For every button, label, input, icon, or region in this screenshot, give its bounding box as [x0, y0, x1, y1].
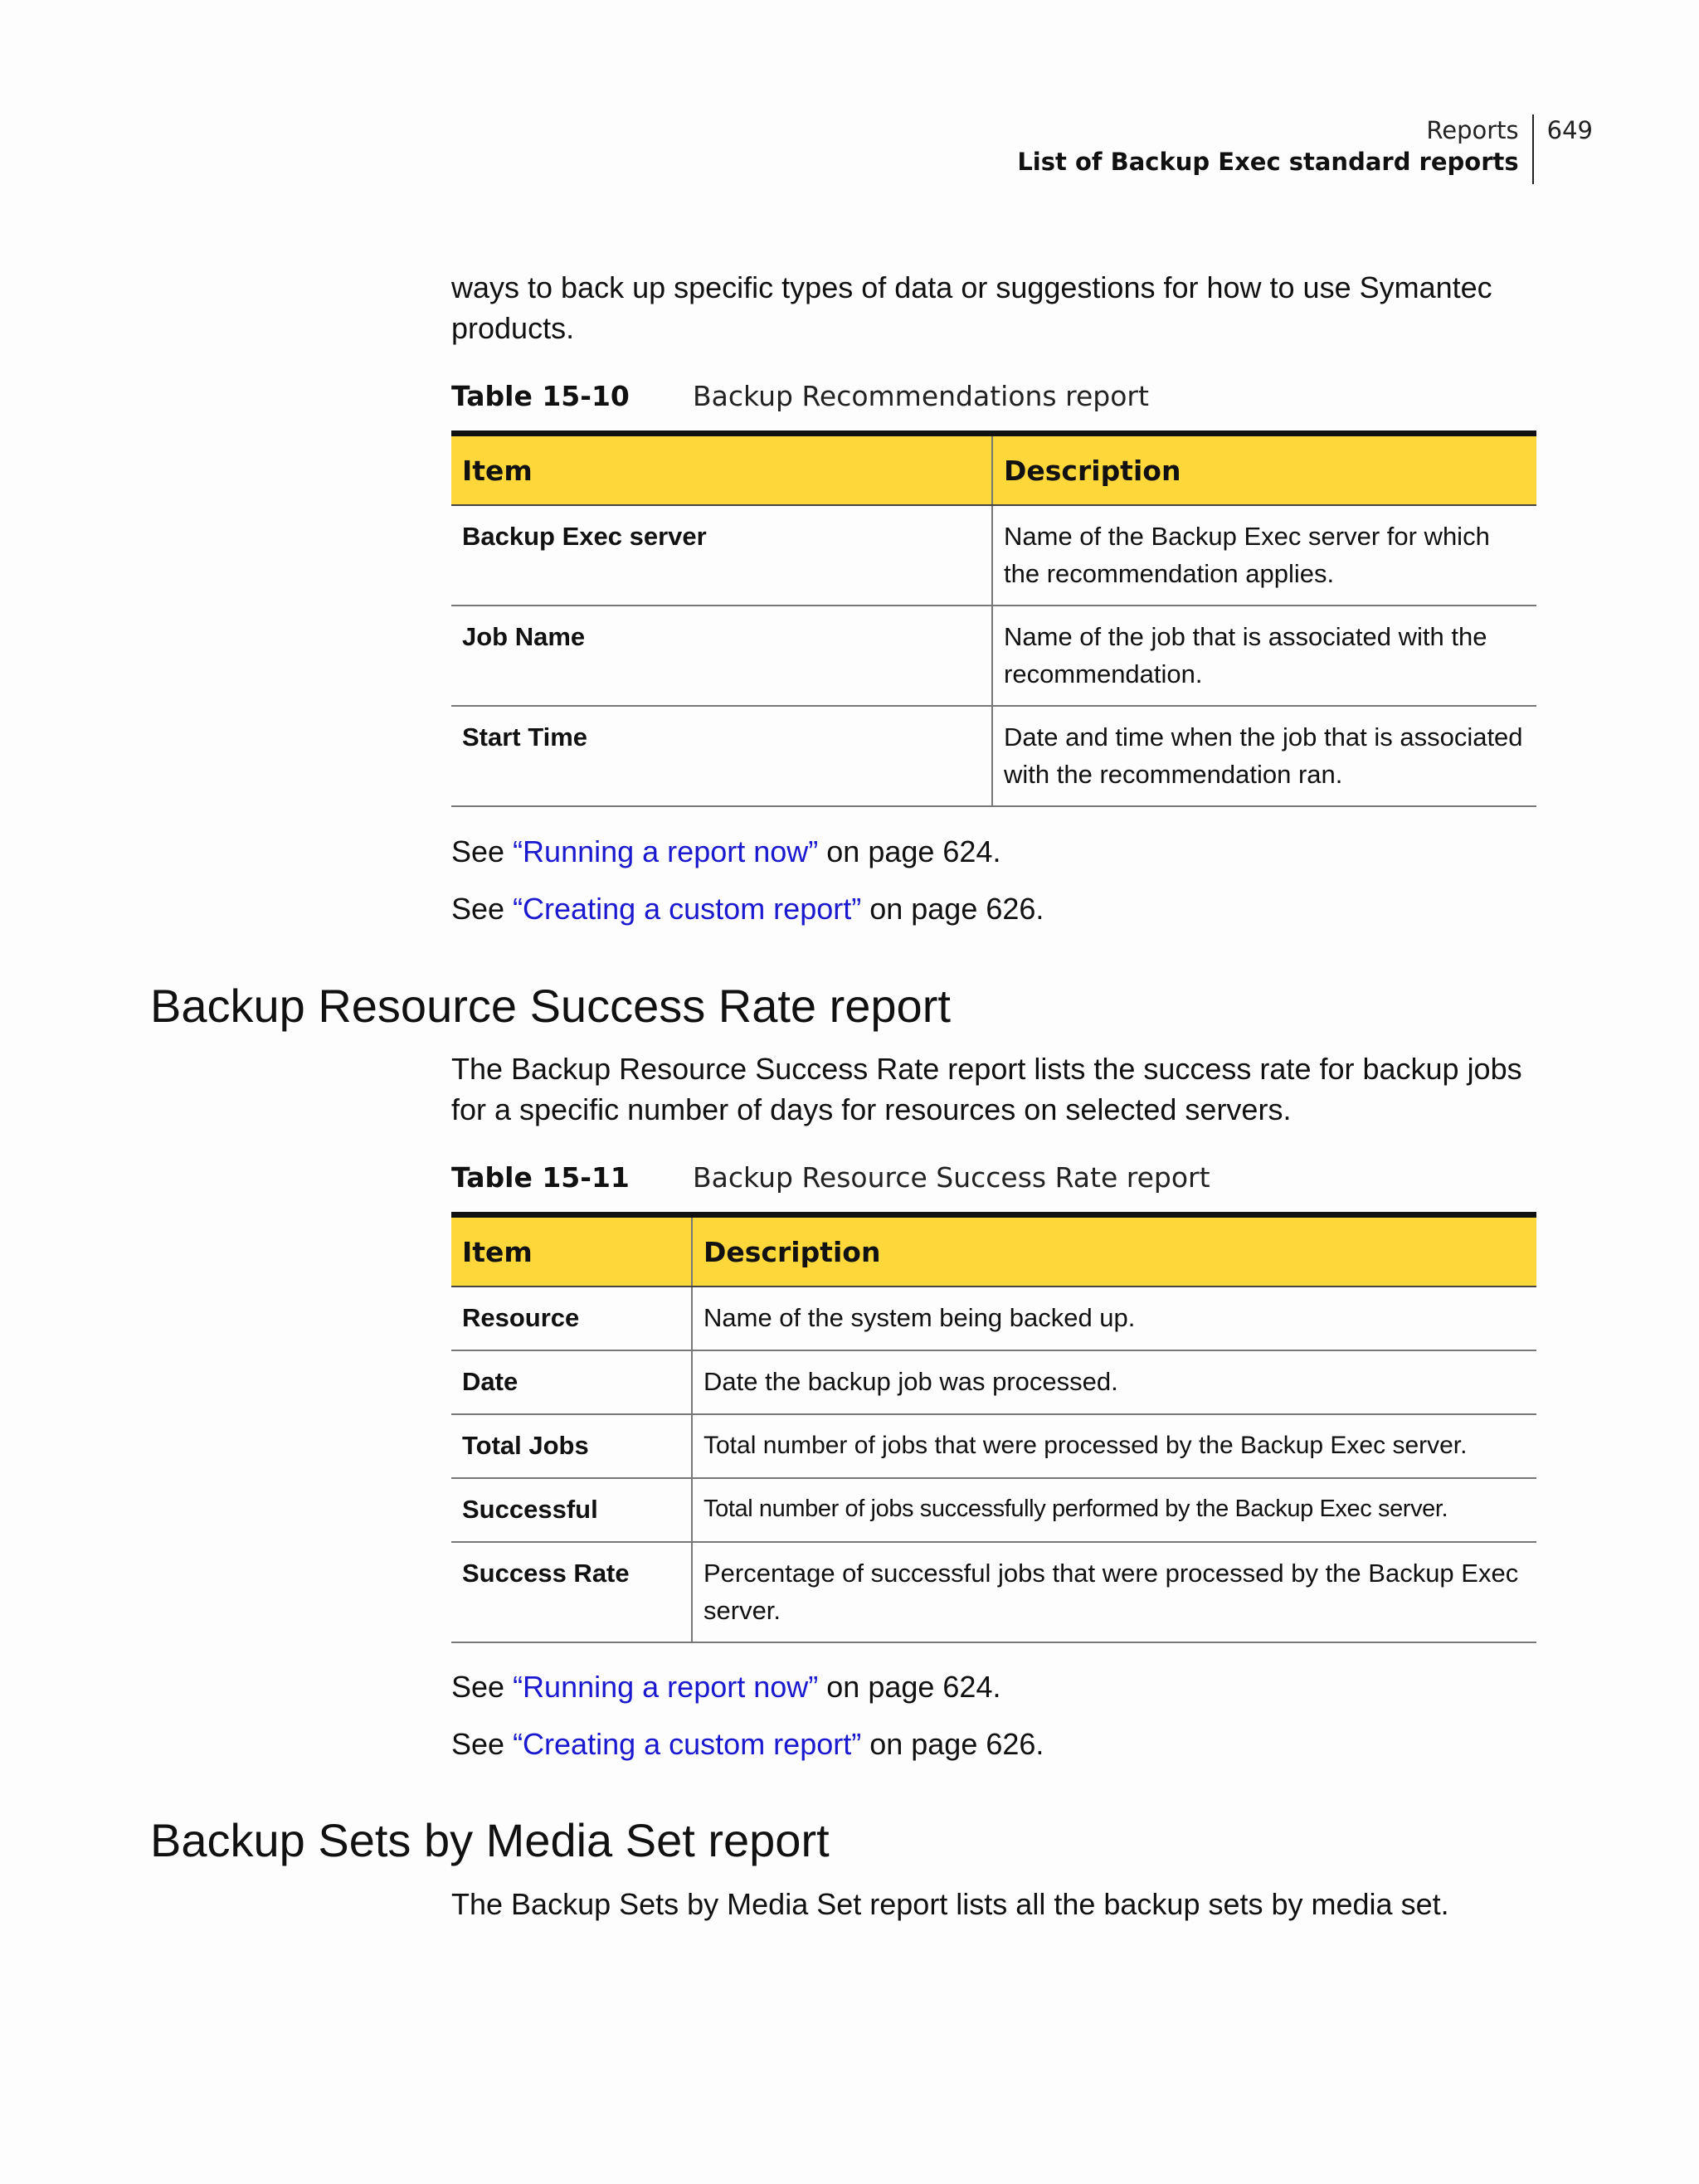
- table-header-row: [451, 434, 1536, 506]
- table-title: Backup Recommendations report: [693, 380, 1149, 412]
- header-text: [1017, 114, 1533, 184]
- row-description: Name of the system being backed up.: [692, 1287, 1536, 1350]
- row-item: Total Jobs: [451, 1414, 692, 1478]
- header-chapter: List of Backup Exec standard reports: [1017, 148, 1519, 176]
- see-also-line: [451, 832, 1000, 872]
- column-header-item: Item: [451, 434, 992, 506]
- table-row: [451, 1350, 1536, 1414]
- see-prefix: See: [451, 1727, 514, 1761]
- see-suffix: on page 626.: [861, 892, 1044, 926]
- see-prefix: See: [451, 1670, 514, 1704]
- row-description: Date and time when the job that is associated with the recommendation ran.: [992, 706, 1536, 806]
- header-section: Reports: [1426, 116, 1519, 144]
- row-description: Total number of jobs that were processed by the Backup Exec server.: [692, 1414, 1536, 1478]
- table-row: [451, 505, 1536, 606]
- table-title: Backup Resource Success Rate report: [693, 1161, 1210, 1194]
- intro-paragraph: ways to back up specific types of data or suggestions for how to use Symantec products.: [451, 270, 1492, 345]
- see-suffix: on page 626.: [861, 1727, 1044, 1761]
- see-suffix: on page 624.: [818, 1670, 1001, 1704]
- table-row: [451, 606, 1536, 706]
- row-item: Success Rate: [451, 1542, 692, 1642]
- see-suffix: on page 624.: [818, 834, 1001, 868]
- custom-report-link[interactable]: “Creating a custom report”: [513, 1727, 862, 1761]
- running-header: [1017, 114, 1593, 184]
- column-header-description: Description: [692, 1215, 1536, 1287]
- table-caption-2: [451, 1161, 1210, 1194]
- row-description: Name of the job that is associated with the recommendation.: [992, 606, 1536, 706]
- table-row: [451, 706, 1536, 806]
- see-prefix: See: [451, 834, 514, 868]
- backup-recommendations-table: [451, 430, 1536, 807]
- table-row: [451, 1478, 1536, 1542]
- table-header-row: [451, 1215, 1536, 1287]
- table-row: [451, 1287, 1536, 1350]
- section-paragraph: The Backup Sets by Media Set report lists all the backup sets by media set.: [451, 1887, 1449, 1921]
- row-item: Successful: [451, 1478, 692, 1542]
- row-description: Name of the Backup Exec server for which the recommendation applies.: [992, 505, 1536, 606]
- custom-report-link[interactable]: “Creating a custom report”: [513, 892, 862, 926]
- section-heading: Backup Sets by Media Set report: [150, 1814, 830, 1866]
- running-report-link[interactable]: “Running a report now”: [513, 834, 819, 868]
- see-prefix: See: [451, 892, 514, 926]
- see-also-line: [451, 1667, 1000, 1707]
- row-item: Start Time: [451, 706, 992, 806]
- row-item: Date: [451, 1350, 692, 1414]
- page-number: 649: [1546, 116, 1593, 144]
- row-item: Backup Exec server: [451, 505, 992, 606]
- running-report-link[interactable]: “Running a report now”: [513, 1670, 819, 1704]
- table-row: [451, 1542, 1536, 1642]
- row-description: Percentage of successful jobs that were processed by the Backup Exec server.: [692, 1542, 1536, 1642]
- column-header-item: Item: [451, 1215, 692, 1287]
- table-number: Table 15-10: [451, 380, 630, 412]
- row-description: Total number of jobs successfully performed by the Backup Exec server.: [692, 1478, 1536, 1542]
- row-description: Date the backup job was processed.: [692, 1350, 1536, 1414]
- row-item: Job Name: [451, 606, 992, 706]
- column-header-description: Description: [992, 434, 1536, 506]
- see-also-line: [451, 1724, 1044, 1764]
- section-paragraph: The Backup Resource Success Rate report lists the success rate for backup jobs for a specific number of days for resources on selected servers.: [451, 1052, 1522, 1126]
- see-also-line: [451, 889, 1044, 929]
- backup-resource-success-rate-table: [451, 1212, 1536, 1643]
- section-heading: Backup Resource Success Rate report: [150, 980, 951, 1032]
- row-item: Resource: [451, 1287, 692, 1350]
- table-row: [451, 1414, 1536, 1478]
- table-caption-1: [451, 380, 1149, 412]
- table-number: Table 15-11: [451, 1161, 630, 1194]
